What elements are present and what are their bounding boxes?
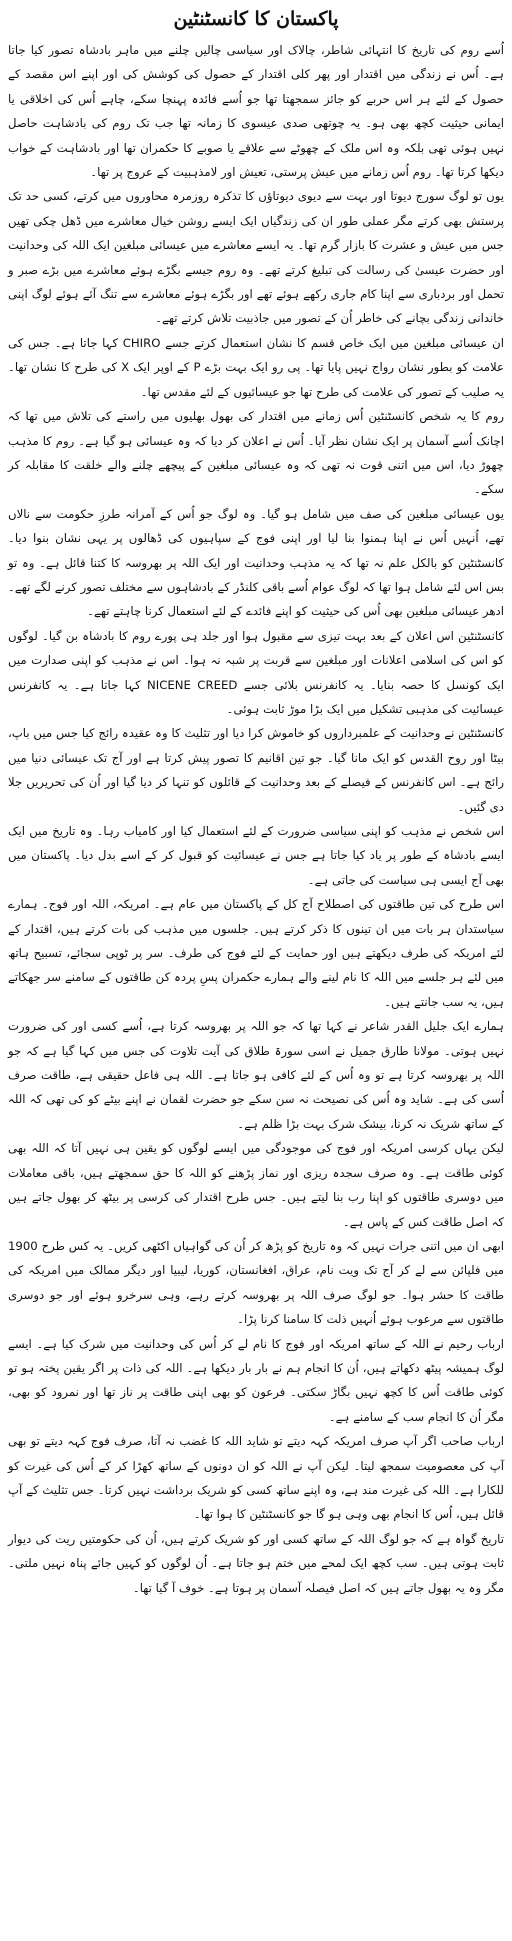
article-paragraph: روم کا یہ شخص کانسٹنٹین اُس زمانے میں اقتدار کی بھول بھلیوں میں راستے کی تلاش میں تھا کہ اچانک اُسے آسمان پر ایک نشان نظر آیا۔ اُس نے اعلان کر دیا کہ وہ عیسائی ہو گیا ہے۔ روم کا مذہب چھوڑ دیا، اس میں اتنی قوت نہ تھی کہ وہ عیسائی مبلغین کے پیچھے چلنے والے خلقت کا مقابلہ کر سکے۔ — [8, 409, 504, 497]
article-paragraph: کانسٹنٹین اس اعلان کے بعد بہت تیزی سے مقبول ہوا اور جلد ہی پورے روم کا بادشاہ بن گیا۔ لوگوں کو اس کی اسلامی اعلانات اور مبلغین سے قربت پر شبہ نہ ہوا۔ اس نے مذہب کو اپنی صدارت میں ایک کونسل کا حصہ بنایا۔ یہ کانفرنس بلائی جسے NICENE CREED کہا جاتا ہے۔ یہ کانفرنس عیسائیت کی مذہبی تشکیل میں ایک بڑا موڑ ثابت ہوئی۔ — [8, 628, 504, 716]
article-paragraph: یوں عیسائی مبلغین کی صف میں شامل ہو گیا۔ وہ لوگ جو اُس کے آمرانہ طرزِ حکومت سے نالاں تھے، اُنہیں اُس نے اپنا ہمنوا بنا لیا اور اپنی فوج کے سپاہیوں کی ڈھالوں پر یہی نشان بنوا دیا۔ کانسٹنٹین کو بالکل علم نہ تھا کہ یہ مذہب وحدانیت اور ایک اللہ پر بھروسہ کا کتنا قائل ہے۔ وہ تو بس اس لئے شامل ہوا تھا کہ لوگ عوام اُسے باقی کلنڈر کے بادشاہوں سے مختلف تصور کرنے لگے تھے۔ ادھر عیسائی مبلغین بھی اُس کی حیثیت کو اپنے فائدے کے لئے استعمال کرنا چاہتے تھے۔ — [8, 506, 504, 619]
article-body — [8, 38, 504, 1600]
article-paragraph: ارباب صاحب اگر آپ صرف امریکہ کہہ دیتے تو شاید اللہ کا غضب نہ آتا، صرف فوج کہہ دیتے تو بھی آپ کی معصومیت سمجھ لیتا۔ لیکن آپ نے اللہ کو ان دونوں کے ساتھ کھڑا کر کے اُس کی غیرت کو للکارا ہے۔ اللہ کی غیرت مند ہے، وہ اپنے ساتھ کسی کو شریک برداشت نہیں کرتا۔ جس تثلیث کے آپ قائل ہیں، اُس کا انجام بھی وہی ہو گا جو کانسٹنٹین کا ہوا تھا۔ — [8, 1434, 504, 1522]
article-paragraph: اس طرح کی تین طاقتوں کی اصطلاح آج کل کے پاکستان میں عام ہے۔ امریکہ، اللہ اور فوج۔ ہمارے سیاستدان ہر بات میں ان تینوں کا ذکر کرتے ہیں۔ جلسوں میں مذہب کی بات کرتے ہیں، اقتدار کے لئے امریکہ کی طرف دیکھتے ہیں اور حمایت کے لئے فوج کی طرف۔ سر پر ٹوپی سجائے، تسبیح ہاتھ میں لئے ہر جلسے میں اللہ کا نام لینے والے ہمارے حکمران پسِ پردہ کن طاقتوں کے سامنے سر جھکاتے ہیں، یہ سب جانتے ہیں۔ — [8, 897, 504, 1009]
article-paragraph: لیکن یہاں کرسی امریکہ اور فوج کی موجودگی میں ایسے لوگوں کو یقین ہی نہیں آتا کہ اللہ بھی کوئی طاقت ہے۔ وہ صرف سجدہ ریزی اور نماز پڑھنے کو اللہ کا حق سمجھتے ہیں، باقی معاملات میں دوسری طاقتوں کو اپنا رب بنا لیتے ہیں۔ جس طرح اقتدار کی کرسی پر بیٹھ کر بھول جاتے ہیں کہ اصل طاقت کس کے پاس ہے۔ — [8, 1141, 504, 1229]
article-paragraph: تاریخ گواہ ہے کہ جو لوگ اللہ کے ساتھ کسی اور کو شریک کرتے ہیں، اُن کی حکومتیں ریت کی دیوار ثابت ہوتی ہیں۔ سب کچھ ایک لمحے میں ختم ہو جاتا ہے۔ اُن لوگوں کو کہیں جائے پناہ نہیں ملتی۔ مگر وہ یہ بھول جاتے ہیں کہ اصل فیصلہ آسمان پر ہوتا ہے۔ خوف آ گیا تھا۔ — [8, 1531, 504, 1595]
title-area — [8, 4, 504, 38]
article-paragraph: ان عیسائی مبلغین میں ایک خاص قسم کا نشان استعمال کرتے جسے CHIRO کہا جاتا ہے۔ جس کی علامت کو بطور نشان رواج نہیں پایا تھا۔ پی رو ایک بہت بڑے P کے اوپر ایک X کی طرح کا نشان تھا۔ یہ صلیب کے تصور کی علامت کی طرح تھا جو عیسائیوں کے لئے مقدس تھا۔ — [8, 335, 504, 399]
article-paragraph: ابھی ان میں اتنی جرات نہیں کہ وہ تاریخ کو پڑھ کر اُن کی گواہیاں اکٹھی کریں۔ یہ کس طرح 1900 میں فلپائن سے لے کر آج تک ویت نام، عراق، افغانستان، کوریا، لیبیا اور دیگر ممالک میں امریکہ کی طاقت کا حشر ہوا۔ جو لوگ صرف اللہ پر بھروسہ کرتے رہے، وہی سرخرو ہوئے اور جو دوسری طاقتوں سے مرعوب ہوئے اُنہیں ذلت کا سامنا کرنا پڑا۔ — [8, 1238, 504, 1327]
article-paragraph: اُسے روم کی تاریخ کا انتہائی شاطر، چالاک اور سیاسی چالیں چلنے میں ماہر بادشاہ تصور کیا جاتا ہے۔ اُس نے زندگی میں اقتدار اور پھر کلی اقتدار کے حصول کی کوشش کی اور اپنے اس مقصد کے حصول کے لئے ہر اس حربے کو جائز سمجھتا تھا جو اُسے فائدہ پہنچا سکے، چاہے اُس کی اخلاقی یا ایمانی حیثیت کچھ بھی ہو۔ یہ چوتھی صدی عیسوی کا زمانہ تھا جب تک روم کی بادشاہت حاصل نہیں ہوئی تھی بلکہ وہ اس ملک کے چھوٹے سے علاقے یا صوبے کا حکمران تھا اور بادشاہت کے خواب دیکھا کرتا تھا۔ روم اُس زمانے میں عیش پرستی، تعیش اور لامذہبیت کے عروج پر تھا۔ — [8, 43, 504, 180]
article-paragraph: اس شخص نے مذہب کو اپنی سیاسی ضرورت کے لئے استعمال کیا اور کامیاب رہا۔ وہ تاریخ میں ایک ایسے بادشاہ کے طور پر یاد کیا جاتا ہے جس نے عیسائیت کو قبول کر کے اسے بدل دیا۔ پاکستان میں بھی آج ایسی ہی سیاست کی جاتی ہے۔ — [8, 824, 504, 887]
article-paragraph: یوں تو لوگ سورج دیوتا اور بہت سے دیوی دیوتاؤں کا تذکرہ روزمرہ محاوروں میں کرتے، کسی حد تک پرستش بھی کرتے مگر عملی طور ان کی زندگیاں ایک ایسے روشن خیال معاشرے میں ڈھل چکی تھیں جس میں عیش و عشرت کا بازار گرم تھا۔ یہ ایسے معاشرے میں عیسائی مبلغین ایک اللہ کی وحدانیت اور حضرت عیسیٰ کی رسالت کی تبلیغ کرتے تھے۔ وہ روم جیسے بگڑے ہوئے معاشرے میں بڑے صبر و تحمل اور بردباری سے اپنا کام جاری رکھے ہوئے تھے اور بگڑے ہوئے معاشرے سے تنگ آئے ہوئے لوگ اپنی خاندانی زندگی بچانے کی خاطر اُن کے تصور میں جاذبیت تلاش کرتے تھے۔ — [8, 189, 504, 326]
article-title: پاکستان کا کانسٹنٹین — [173, 8, 339, 30]
article-paragraph: ارباب رحیم نے اللہ کے ساتھ امریکہ اور فوج کا نام لے کر اُس کی وحدانیت میں شرک کیا ہے۔ ایسے لوگ ہمیشہ پیٹھ دکھاتے ہیں، اُن کا انجام ہم نے بار بار دیکھا ہے۔ اللہ کی ذات پر اگر یقین پختہ ہو تو کوئی طاقت اُس کا کچھ نہیں بگاڑ سکتی۔ فرعون کو بھی اپنی طاقت پر ناز تھا اور نمرود کو بھی، مگر اُن کا انجام سب کے سامنے ہے۔ — [8, 1336, 504, 1424]
article-paragraph: کانسٹنٹین نے وحدانیت کے علمبرداروں کو خاموش کرا دیا اور تثلیث کا وہ عقیدہ رائج کیا جس میں باپ، بیٹا اور روح القدس کو ایک مانا گیا۔ جو تین اقانیم کا تصور پیش کرتا ہے اور آج تک عیسائی دنیا میں رائج ہے۔ اس کانفرنس کے فیصلے کے بعد وحدانیت کے قائلوں کو تنہا کر دیا گیا اور اُن کی تحریریں جلا دی گئیں۔ — [8, 726, 504, 814]
article-paragraph: ہمارے ایک جلیل القدر شاعر نے کہا تھا کہ جو اللہ پر بھروسہ کرتا ہے، اُسے کسی اور کی ضرورت نہیں ہوتی۔ مولانا طارق جمیل نے اسی سورۃ طلاق کی آیت تلاوت کی جس میں کہا گیا ہے کہ جو اللہ پر بھروسہ کرتا ہے تو وہ اُس کے لئے کافی ہو جاتا ہے۔ اللہ ہی فاعل حقیقی ہے، طاقت صرف اُسی کی ہے۔ شاید وہ اُس کی نصیحت نہ سن سکے جو حضرت لقمان نے اپنے بیٹے کو کی تھی کہ اللہ کے ساتھ شریک نہ کرنا، بیشک شرک بہت بڑا ظلم ہے۔ — [8, 1019, 504, 1131]
